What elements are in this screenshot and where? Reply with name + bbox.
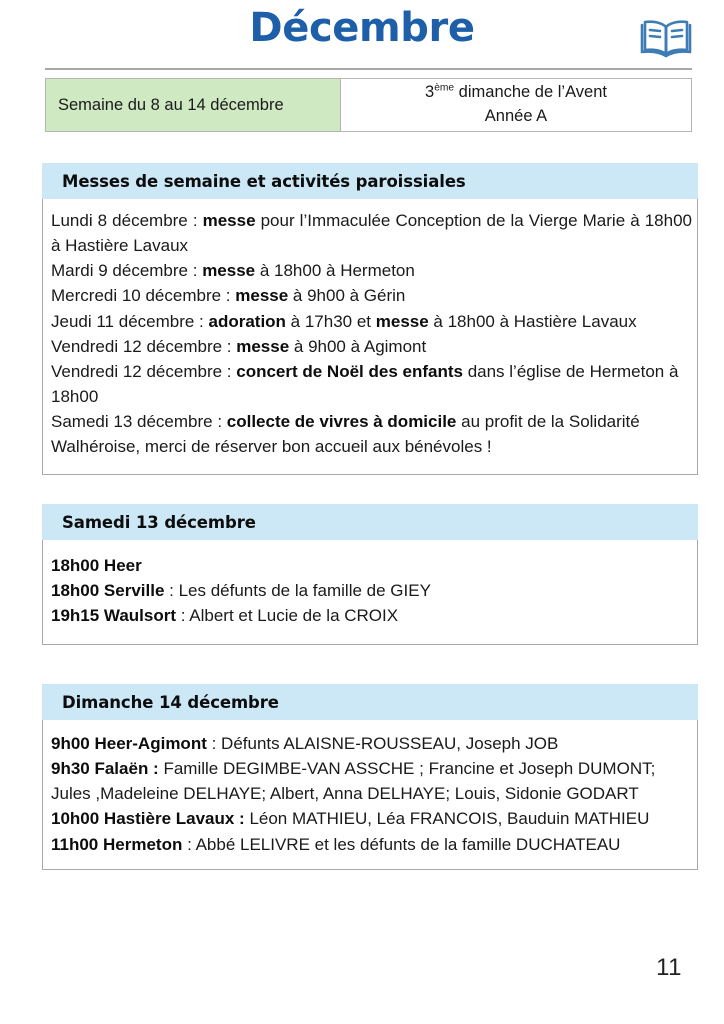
schedule-line [51,258,692,283]
schedule-line [51,578,691,603]
schedule-line-emphasis: messe [202,261,256,281]
schedule-line-emphasis: 11h00 Hermeton [51,834,183,854]
schedule-line [51,208,692,258]
schedule-line [51,553,691,578]
section-header-saturday: Samedi 13 décembre [42,504,698,540]
sunday-label: dimanche de l’Avent [454,83,607,102]
schedule-line-text: Samedi 13 décembre : [51,412,227,432]
schedule-line-text: à 17h30 et [285,311,376,331]
schedule-line-text: Lundi 8 décembre : [51,211,203,230]
schedule-line-text: Vendredi 12 décembre : [51,336,237,356]
schedule-line-emphasis: 18h00 Serville [51,581,165,601]
schedule-line-emphasis: messe [236,336,290,356]
section-body-weekday-masses [42,199,698,475]
section-weekday-masses [42,163,698,475]
sunday-of-advent [425,81,607,105]
schedule-line-emphasis: messe [235,286,289,306]
schedule-line-text: Léon MATHIEU, Léa FRANCOIS, Bauduin MATHIEU [244,809,650,829]
schedule-line-emphasis: concert de Noël des enfants [236,361,463,381]
schedule-line-text: au profit de la Solidarité Walhéroise, merci de réserver bon accueil aux bénévoles ! [51,412,640,457]
schedule-line-text: : Défunts ALAISNE-ROUSSEAU, Joseph JOB [206,734,559,753]
schedule-line-text: Famille DEGIMBE-VAN ASSCHE ; Francine et Joseph DUMONT; Jules ,Madeleine DELHAYE; Albert, Anna DELHAYE; Louis, Sidonie GODART [51,759,656,804]
schedule-line [51,359,692,409]
schedule-line [51,283,692,308]
week-banner [45,78,692,132]
masthead [0,0,724,72]
liturgical-year: Année A [484,107,548,125]
schedule-line-text: pour l’Immaculée Conception de la Vierge Marie à 18h00 à Hastière Lavaux [51,211,692,256]
schedule-line [51,334,692,359]
page-number: 11 [656,954,682,981]
schedule-line-text: Vendredi 12 décembre : [51,361,237,381]
section-header-weekday-masses: Messes de semaine et activités paroissiales [42,163,698,199]
section-body-sunday [42,720,698,870]
schedule-line-text: à 9h00 à Gérin [288,286,406,306]
section-body-saturday [42,540,698,645]
schedule-line-text: : Les défunts de la famille de GIEY [164,581,431,601]
schedule-line-emphasis: collecte de vivres à domicile [226,412,457,432]
schedule-line [51,409,692,459]
schedule-line-text: à 18h00 à Hastière Lavaux [428,311,637,331]
schedule-line-text: : Abbé LELIVRE et les défunts de la famille DUCHATEAU [182,834,621,854]
schedule-line-emphasis: adoration [208,311,286,331]
sunday-ordinal: 3 [425,83,435,102]
schedule-line-emphasis: 9h00 Heer-Agimont [51,734,207,753]
schedule-line [51,731,693,756]
section-header-sunday: Dimanche 14 décembre [42,684,698,720]
schedule-line-emphasis: 10h00 Hastière Lavaux : [51,809,245,829]
schedule-line [51,832,693,857]
page-title: Décembre [249,5,475,51]
section-saturday [42,504,698,645]
schedule-line-emphasis: messe [375,311,429,331]
liturgical-cell [341,79,691,131]
week-range-cell: Semaine du 8 au 14 décembre [46,79,341,131]
schedule-line-emphasis: 9h30 Falaën : [51,759,159,779]
sunday-ordinal-suffix: ème [434,82,455,94]
schedule-line [51,309,692,334]
schedule-line-emphasis: messe [202,211,256,230]
schedule-line-text: Mardi 9 décembre : [51,261,203,281]
schedule-line-emphasis: 19h15 Waulsort [51,606,177,626]
open-book-icon [638,16,694,60]
schedule-line [51,806,693,831]
schedule-line [51,756,693,806]
schedule-line-text: à 9h00 à Agimont [289,336,427,356]
schedule-line-text: Jeudi 11 décembre : [51,311,209,331]
schedule-line [51,603,691,628]
schedule-line-text: à 18h00 à Hermeton [255,261,415,281]
schedule-line-text: dans l’église de Hermeton à 18h00 [51,361,679,407]
schedule-line-text: Mercredi 10 décembre : [51,286,236,306]
schedule-line-emphasis: 18h00 Heer [51,556,142,575]
schedule-line-text: : Albert et Lucie de la CROIX [176,606,399,626]
header-divider [45,68,692,70]
section-sunday [42,684,698,870]
